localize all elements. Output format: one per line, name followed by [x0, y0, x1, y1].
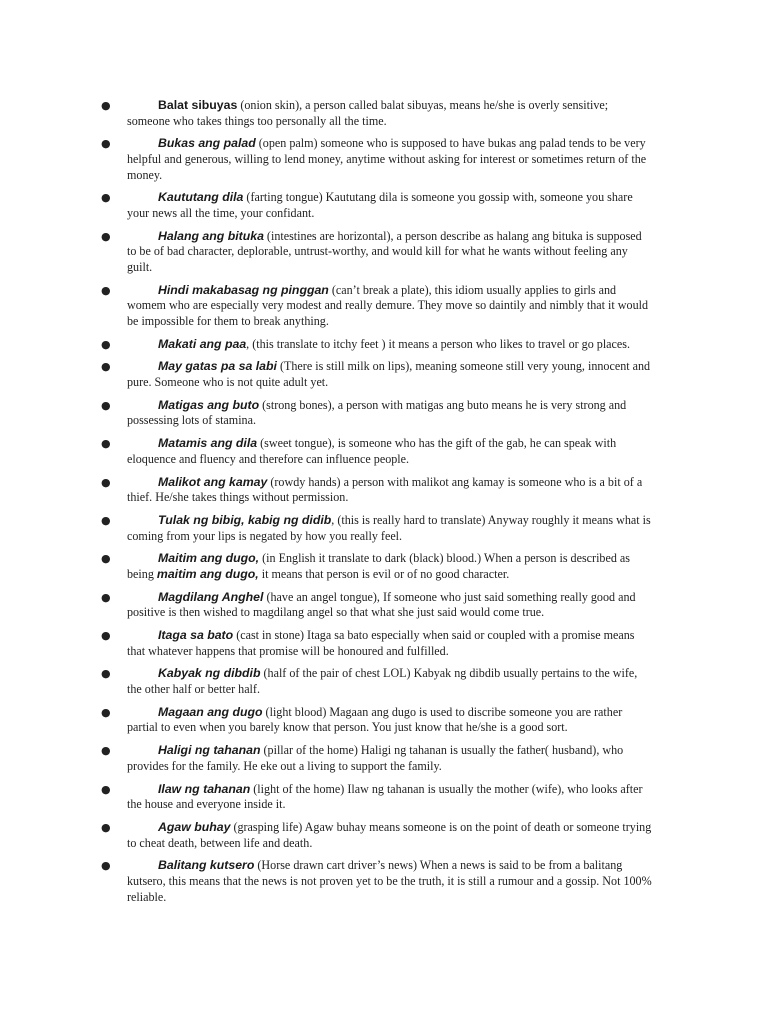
idiom-definition: (can’t break a plate), this idiom usually applies to girls and womem who are especially very modest and really demure. They move so daintily and nimbly that it would be impossible for them to break anything.	[127, 282, 649, 328]
idiom-definition: (intestines are horizontal), a person describe as halang ang bituka is supposed to be of bad character, deplorable, untrust-worthy, and would kill for what he wants without feeling any guilt.	[127, 228, 642, 274]
list-item	[0, 229, 768, 276]
idiom-definition: (farting tongue) Kaututang dila is someone you gossip with, someone you share your news all the time, your confidant.	[127, 190, 633, 220]
idiom-definition: (Horse drawn cart driver’s news) When a news is said to be from a balitang kutsero, this means that the news is not proven yet to be the truth, it is still a rumour and a gossip. Not 100% reliable.	[127, 858, 652, 904]
idiom-definition: (onion skin), a person called balat sibuyas, means he/she is overly sensitive; someone who takes things too personally all the time.	[127, 98, 609, 128]
list-item	[0, 743, 768, 774]
idiom-definition: (open palm) someone who is supposed to have bukas ang palad tends to be very helpful and generous, willing to lend money, anytime without asking for interest or sometimes return of the money.	[127, 136, 647, 182]
idiom-paragraph	[127, 820, 652, 851]
idiom-list	[0, 98, 768, 912]
list-item	[0, 820, 768, 851]
bullet-icon: ●	[101, 137, 111, 151]
bullet-icon: ●	[101, 99, 111, 112]
idiom-paragraph	[127, 743, 652, 774]
idiom-definition: (rowdy hands) a person with malikot ang kamay is someone who is a bit of a thief. He/she takes things without permission.	[127, 474, 643, 505]
idiom-term: Balat sibuyas	[158, 98, 238, 112]
list-item	[0, 551, 768, 582]
idiom-paragraph	[127, 436, 652, 467]
idiom-definition: (pillar of the home) Haligi ng tahanan is usually the father( husband), who provides for the family. He eke out a living to support the family.	[127, 743, 624, 773]
list-item	[0, 436, 768, 467]
idiom-paragraph	[127, 705, 652, 736]
idiom-term: May gatas pa sa labi	[158, 359, 277, 374]
bullet-icon: ●	[101, 820, 111, 834]
idiom-term: Haligi ng tahanan	[158, 743, 261, 758]
idiom-term: Kabyak ng dibdib	[158, 666, 261, 681]
idiom-paragraph	[127, 475, 652, 506]
idiom-term: Magdilang Anghel	[158, 589, 264, 604]
idiom-term: Kaututang dila	[158, 190, 244, 205]
idiom-definition: (half of the pair of chest LOL) Kabyak ng dibdib usually pertains to the wife, the other half or better half.	[127, 666, 638, 697]
idiom-term: Agaw buhay	[158, 819, 231, 834]
idiom-paragraph	[127, 283, 652, 330]
idiom-paragraph	[127, 628, 652, 659]
idiom-term: Matigas ang buto	[158, 397, 260, 412]
idiom-paragraph	[127, 337, 652, 353]
bullet-icon: ●	[101, 229, 111, 243]
bullet-icon: ●	[101, 283, 111, 297]
idiom-term: Makati ang paa	[158, 336, 247, 351]
idiom-paragraph	[127, 190, 652, 221]
list-item	[0, 190, 768, 221]
idiom-term: Malikot ang kamay	[158, 474, 268, 489]
idiom-paragraph	[127, 666, 652, 697]
list-item	[0, 628, 768, 659]
idiom-definition: (grasping life) Agaw buhay means someone is on the point of death or someone trying to cheat death, between life and death.	[127, 819, 652, 850]
bullet-icon: ●	[101, 513, 111, 527]
idiom-definition: (strong bones), a person with matigas ang buto means he is very strong and possessing lots of stamina.	[127, 397, 627, 428]
list-item	[0, 475, 768, 506]
bullet-icon: ●	[101, 629, 111, 643]
idiom-paragraph	[127, 551, 652, 582]
idiom-paragraph	[127, 359, 652, 390]
idiom-term: Maitim ang dugo,	[158, 551, 260, 566]
bullet-icon: ●	[101, 398, 111, 412]
bullet-icon: ●	[101, 552, 111, 566]
idiom-term: Balitang kutsero	[158, 858, 255, 873]
bullet-icon: ●	[101, 782, 111, 796]
bullet-icon: ●	[101, 360, 111, 374]
bullet-icon: ●	[101, 667, 111, 681]
idiom-term: Matamis ang dila	[158, 436, 258, 451]
idiom-paragraph	[127, 590, 652, 621]
idiom-definition: (light of the home) Ilaw ng tahanan is usually the mother (wife), who looks after the house and everyone inside it.	[127, 781, 643, 812]
idiom-definition: (have an angel tongue), If someone who just said something really good and positive is then wished to magdilang angel so that what she just said would come true.	[127, 589, 636, 620]
idiom-paragraph	[127, 136, 652, 183]
idiom-paragraph	[127, 513, 652, 544]
bullet-icon: ●	[101, 705, 111, 719]
idiom-definition: (cast in stone) Itaga sa bato especially when said or coupled with a promise means that whatever happens that promise will be honoured and fulfilled.	[127, 628, 635, 658]
list-item	[0, 398, 768, 429]
idiom-paragraph	[127, 398, 652, 429]
list-item	[0, 136, 768, 183]
idiom-term: Tulak ng bibig, kabig ng didib	[158, 512, 332, 527]
list-item	[0, 858, 768, 905]
bullet-icon: ●	[101, 337, 111, 351]
idiom-definition: (light blood) Magaan ang dugo is used to discribe someone you are rather partial to even when you barely know that person. You just know that he/she is a good sort.	[127, 704, 623, 735]
idiom-definition: , (this translate to itchy feet ) it means a person who likes to travel or go places.	[246, 336, 631, 351]
bullet-icon: ●	[101, 437, 111, 451]
idiom-definition-continued: it means that person is evil or of no good character.	[258, 566, 510, 581]
bullet-icon: ●	[101, 859, 111, 873]
idiom-term: Hindi makabasag ng pinggan	[158, 282, 329, 297]
list-item	[0, 283, 768, 330]
idiom-definition: (There is still milk on lips), meaning someone still very young, innocent and pure. Someone who is not quite adult yet.	[127, 359, 651, 390]
bullet-icon: ●	[101, 590, 111, 604]
bullet-icon: ●	[101, 475, 111, 489]
idiom-term: Bukas ang palad	[158, 136, 256, 151]
list-item	[0, 590, 768, 621]
list-item	[0, 98, 768, 129]
list-item	[0, 705, 768, 736]
idiom-term: Halang ang bituka	[158, 228, 264, 243]
list-item	[0, 782, 768, 813]
list-item	[0, 359, 768, 390]
idiom-term: Itaga sa bato	[158, 628, 234, 643]
idiom-term: Ilaw ng tahanan	[158, 781, 251, 796]
bullet-icon: ●	[101, 191, 111, 205]
idiom-paragraph	[127, 229, 652, 276]
idiom-inline-term: maitim ang dugo,	[156, 566, 259, 581]
idiom-definition: (in English it translate to dark (black) blood.) When a person is described as being	[127, 551, 630, 581]
list-item	[0, 513, 768, 544]
list-item	[0, 337, 768, 353]
idiom-paragraph	[127, 858, 652, 905]
bullet-icon: ●	[101, 744, 111, 758]
idiom-term: Magaan ang dugo	[158, 704, 263, 719]
idiom-definition: (sweet tongue), is someone who has the gift of the gab, he can speak with eloquence and fluency and therefore can influence people.	[127, 436, 617, 466]
idiom-paragraph	[127, 782, 652, 813]
idiom-paragraph	[127, 98, 652, 129]
idiom-definition: , (this is really hard to translate) Anyway roughly it means what is coming from your lips is negated by how you really feel.	[127, 512, 651, 543]
list-item	[0, 666, 768, 697]
